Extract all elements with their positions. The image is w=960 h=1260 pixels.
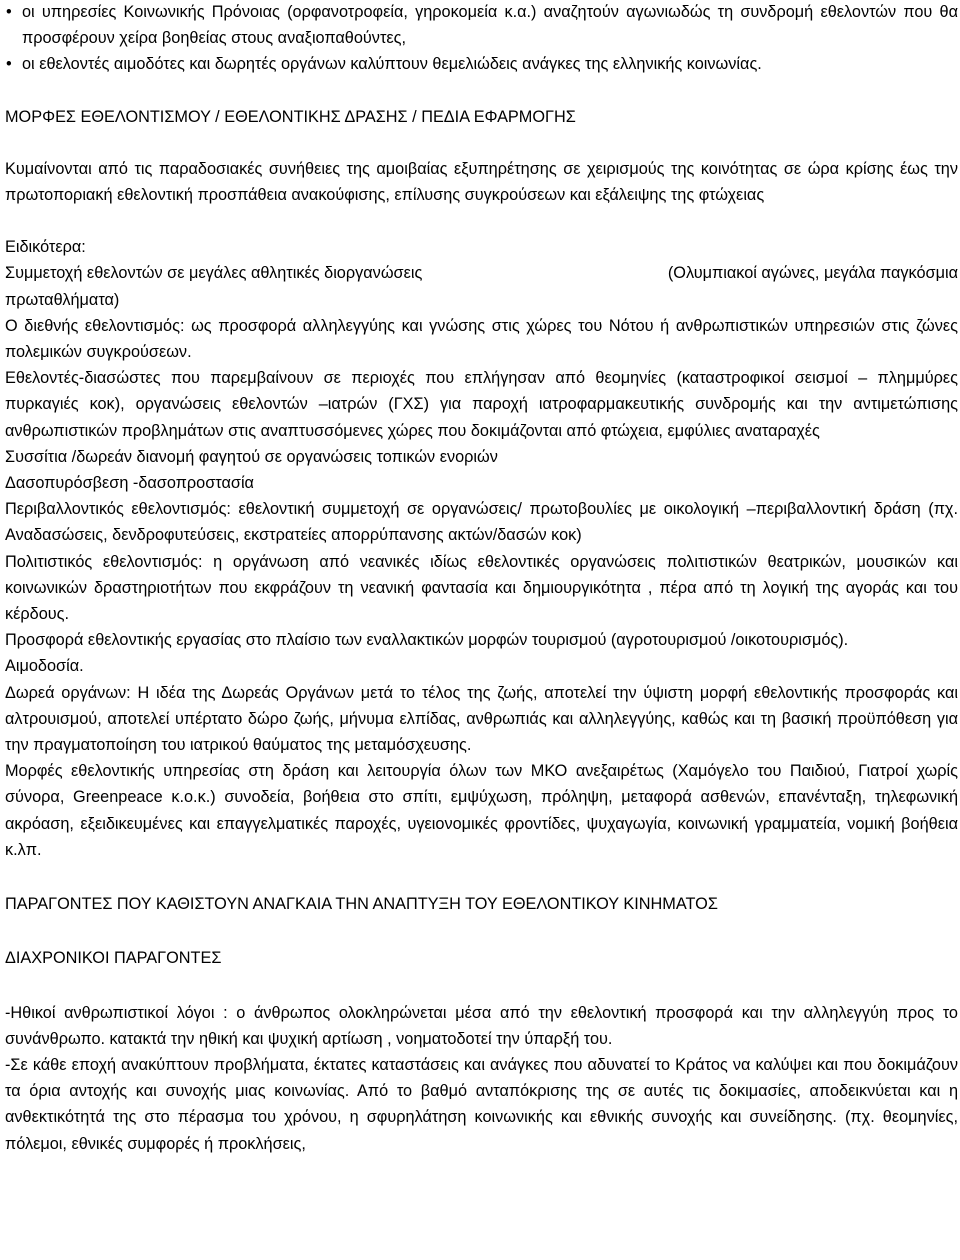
section-heading-factors: ΠΑΡΑΓΟΝΤΕΣ ΠΟΥ ΚΑΘΙΣΤΟΥΝ ΑΝΑΓΚΑΙΑ ΤΗΝ ΑΝΑΠΤΥΞΗ ΤΟΥ ΕΘΕΛΟΝΤΙΚΟΥ ΚΙΝΗΜΑΤΟΣ	[5, 895, 718, 914]
document-page	[5, 0, 958, 1157]
paragraph-blood-donation: Αιμοδοσία.	[5, 657, 84, 676]
paragraph-rescuers: Εθελοντές-διασώστες που παρεμβαίνουν σε περιοχές που επλήγησαν από θεομηνίες (καταστροφικοί σεισμοί – πλημμύρες πυρκαγιές κοκ), οργανώσεις εθελοντών –ιατρών (ΓΧΣ) για παροχή ιατροφαρμακευτικής συνδρομής και την αντιμετώπισης ανθρωπιστικών προβλημάτων στις αναπτυσσόμενες χώρες που δοκιμάζονται από φτώχεια, εμφύλιες αναταραχές	[5, 369, 958, 440]
sports-left-text: Συμμετοχή εθελοντών σε μεγάλες αθλητικές διοργανώσεις	[5, 264, 423, 283]
paragraph-environmental: Περιβαλλοντικός εθελοντισμός: εθελοντική συμμετοχή σε οργανώσεις/ πρωτοβουλίες με οικολογική –περιβαλλοντική δράση (πχ. Αναδασώσεις, δενδροφυτεύσεις, εκστρατείες απορρύπανσης ακτών/δασών κοκ)	[5, 500, 958, 545]
paragraph-firefighting: Δασοπυρόσβεση -δασοπροστασία	[5, 474, 254, 493]
paragraph-crises: -Σε κάθε εποχή ανακύπτουν προβλήματα, έκτατες καταστάσεις και ανάγκες που αδυνατεί το Κράτος να καλύψει και που δοκιμάζουν τα όρια αντοχής και συνοχής μιας κοινωνίας. Από το βαθμό ανταπόκρισης της σε αυτές τις δοκιμασίες, αποδεικνύεται και η ανθεκτικότητά της στο πέρασμα του χρόνου, η σφυρηλάτηση κοινωνικής και εθνικής συνοχής και συνείδησης. (πχ. θεομηνίες, πόλεμοι, εθνικές συμφορές ή προκλήσεις,	[5, 1055, 958, 1153]
bullet-item: • οι εθελοντές αιμοδότες και δωρητές οργάνων καλύπτουν θεμελιώδεις ανάγκες της ελληνικής κοινωνίας.	[5, 51, 958, 77]
paragraph-international: Ο διεθνής εθελοντισμός: ως προσφορά αλληλεγγύης και γνώσης στις χώρες του Νότου ή ανθρωπιστικών υπηρεσιών στις ζώνες πολεμικών συγκρούσεων.	[5, 316, 958, 362]
paragraph-tourism: Προσφορά εθελοντικής εργασίας στο πλαίσιο των εναλλακτικών μορφών τουρισμού (αγροτουρισμού /οικοτουρισμός).	[5, 631, 849, 650]
sports-right-text: (Ολυμπιακοί αγώνες, μεγάλα παγκόσμια	[667, 264, 958, 283]
section-heading: ΜΟΡΦΕΣ ΕΘΕΛΟΝΤΙΣΜΟΥ / ΕΘΕΛΟΝΤΙΚΗΣ ΔΡΑΣΗΣ / ΠΕΔΙΑ ΕΦΑΡΜΟΓΗΣ	[5, 107, 576, 126]
paragraph-soup-kitchens: Συσσίτια /δωρεάν διανομή φαγητού σε οργανώσεις τοπικών ενοριών	[5, 447, 498, 466]
bullet-item: • οι υπηρεσίες Κοινωνικής Πρόνοιας (ορφανοτροφεία, γηροκομεία κ.α.) αναζητούν αγωνιωδώς τη συνδρομή εθελοντών που θα προσφέρουν χείρα βοηθείας στους αναξιοπαθούντες,	[5, 0, 958, 51]
sports-continuation: πρωταθλήματα)	[5, 290, 120, 309]
paragraph-cultural: Πολιτιστικός εθελοντισμός: η οργάνωση από νεανικές ιδίως εθελοντικές οργανώσεις πολιτιστικών θεατρικών, μουσικών και κοινωνικών δραστηριοτήτων που εκφράζουν τη νεανική φαντασία και δημιουργικότητα , πέρα από τη λογική της αγοράς και του κέρδους.	[5, 552, 958, 624]
subheading-diachronic: ΔΙΑΧΡΟΝΙΚΟΙ ΠΑΡΑΓΟΝΤΕΣ	[5, 949, 222, 968]
specifically-label: Ειδικότερα:	[5, 238, 86, 257]
sports-line	[5, 260, 958, 286]
bullet-list	[5, 0, 958, 78]
paragraph-ethical: -Ηθικοί ανθρωπιστικοί λόγοι : ο άνθρωπος ολοκληρώνεται μέσα από την εθελοντική προσφορά και την αλληλεγγύη προς το συνάνθρωπο. κατακτά την ηθική και ψυχική αρτίωση , νοηματοδοτεί την ύπαρξή του.	[5, 1003, 958, 1048]
paragraph-organ-donation: Δωρεά οργάνων: Η ιδέα της Δωρεάς Οργάνων μετά το τέλος της ζωής, αποτελεί την ύψιστη μορφή εθελοντικής προσφοράς και αλτρουισμού, αποτελεί υπέρτατο δώρο ζωής, μήνυμα ελπίδας, ανθρωπιάς και αλληλεγγύης, καθώς και τη βασική προϋπόθεση για την πραγματοποίηση του ιατρικού θαύματος της μεταμόσχευσης.	[5, 683, 958, 755]
intro-paragraph: Κυμαίνονται από τις παραδοσιακές συνήθειες της αμοιβαίας εξυπηρέτησης σε χειρισμούς της κοινότητας σε ώρα κρίσης έως την πρωτοποριακή εθελοντική προσπάθεια ανακούφισης, επίλυσης συγκρούσεων και εξάλειψης της φτώχειας	[5, 159, 958, 205]
paragraph-ngo: Μορφές εθελοντικής υπηρεσίας στη δράση και λειτουργία όλων των ΜΚΟ ανεξαιρέτως (Χαμόγελο του Παιδιού, Γιατροί χωρίς σύνορα, Greenpeace κ.ο.κ.) συνοδεία, βοήθεια στο σπίτι, εμψύχωση, πρόληψη, μεταφορά ασθενών, επανένταξη, τηλεφωνική ακρόαση, εξειδικευμένες και επαγγελματικές παροχές, υγειονομικές φροντίδες, ψυχαγωγία, κοινωνική γραμματεία, νομική βοήθεια κ.λπ.	[5, 762, 958, 859]
